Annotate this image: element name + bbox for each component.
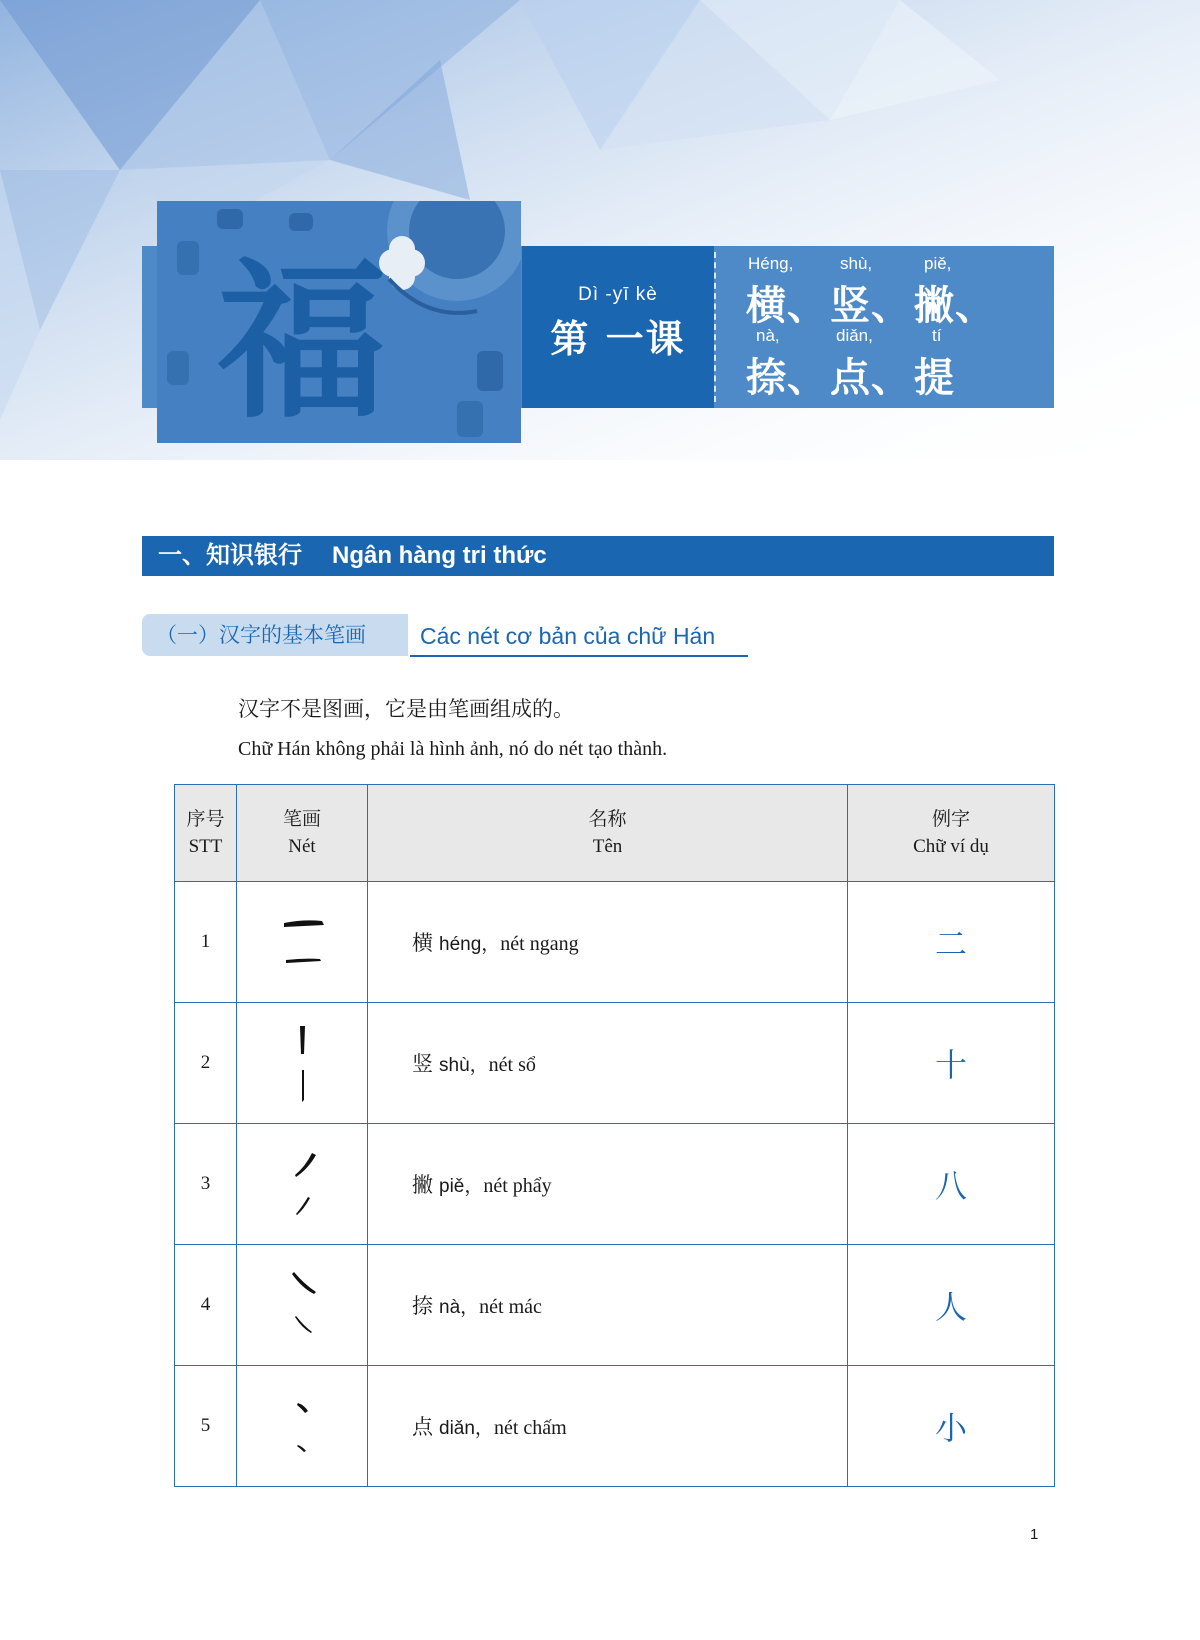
stroke-name-vn: nét phẩy (483, 1175, 552, 1197)
row-number: 2 (175, 1003, 237, 1124)
header-cn: 名称 (588, 808, 627, 830)
header-name (368, 785, 848, 882)
table-row (175, 1124, 1055, 1245)
example-character: 十 (848, 1003, 1055, 1124)
stroke-cell (237, 1245, 368, 1366)
stroke-name-hanzi: 点 (412, 1415, 433, 1439)
stroke-name-pinyin: diǎn， (439, 1418, 494, 1439)
header-vn: Tên (592, 836, 623, 857)
fu-character: 福 (217, 244, 388, 442)
topic-pinyin: shù, (840, 254, 873, 273)
stroke-name-hanzi: 捺 (412, 1294, 433, 1318)
stroke-cell (237, 1124, 368, 1245)
header-stt (175, 785, 237, 882)
stroke-cell (237, 1366, 368, 1487)
header-stroke (237, 785, 368, 882)
section-header (142, 536, 1054, 576)
example-character: 二 (848, 882, 1055, 1003)
strokes-table (174, 784, 1055, 1487)
topic-hanzi: 点、 (830, 355, 912, 401)
header-example (848, 785, 1055, 882)
lesson-number-block (522, 246, 714, 408)
stroke-name-pinyin: piě， (439, 1176, 484, 1197)
topic-pinyin: tí (932, 326, 942, 345)
stroke-name-cell (368, 882, 848, 1003)
header-vn: STT (188, 836, 223, 857)
header-vn: Chữ ví dụ (913, 836, 989, 857)
header-vn: Nét (288, 836, 316, 857)
table-row (175, 1245, 1055, 1366)
stroke-name-pinyin: shù， (439, 1055, 489, 1076)
shu-stroke-icon (238, 1004, 369, 1118)
page-number: 1 (1030, 1526, 1039, 1543)
example-character: 小 (848, 1366, 1055, 1487)
stroke-name-cell (368, 1366, 848, 1487)
intro-text-vn: Chữ Hán không phải là hình ảnh, nó do nét tạo thành. (238, 738, 668, 760)
lesson-number-title: 第 一课 (550, 317, 686, 361)
table-header-row (175, 785, 1055, 882)
topic-pinyin: piě, (924, 254, 952, 273)
table-row (175, 1366, 1055, 1487)
row-number: 3 (175, 1124, 237, 1245)
example-character: 人 (848, 1245, 1055, 1366)
na-stroke-icon (238, 1246, 369, 1360)
topic-hanzi: 撇、 (914, 283, 996, 329)
pie-stroke-icon (238, 1125, 369, 1239)
stroke-name-vn: nét mác (479, 1296, 542, 1318)
stroke-name-vn: nét sổ (488, 1054, 536, 1076)
stroke-name-cell (368, 1245, 848, 1366)
heng-stroke-icon (238, 883, 369, 997)
intro-text-cn: 汉字不是图画，它是由笔画组成的。 (238, 697, 574, 721)
subsection-underline (410, 655, 748, 657)
stroke-name-hanzi: 横 (412, 931, 433, 955)
topic-hanzi: 提 (914, 355, 955, 401)
topic-hanzi: 横、 (746, 283, 828, 329)
dian-stroke-icon (238, 1367, 369, 1481)
row-number: 4 (175, 1245, 237, 1366)
subsection-title-vn: Các nét cơ bản của chữ Hán (420, 623, 716, 649)
stroke-name-pinyin: héng， (439, 934, 501, 955)
section-title-cn: 一、知识银行 (158, 542, 302, 569)
stroke-name-vn: nét ngang (500, 933, 579, 955)
row-number: 1 (175, 882, 237, 1003)
row-number: 5 (175, 1366, 237, 1487)
stroke-name-hanzi: 竖 (412, 1052, 433, 1076)
section-title-vn: Ngân hàng tri thức (332, 542, 547, 569)
header-cn: 序号 (186, 808, 225, 830)
topic-pinyin: Héng, (748, 254, 794, 273)
table-row (175, 882, 1055, 1003)
example-character: 八 (848, 1124, 1055, 1245)
stroke-name-cell (368, 1124, 848, 1245)
subsection-title-cn: （一）汉字的基本笔画 (142, 614, 408, 656)
stroke-cell (237, 882, 368, 1003)
header-cn: 例字 (931, 808, 970, 830)
banner-divider (714, 252, 716, 402)
topic-pinyin: nà, (756, 326, 780, 345)
header-cn: 笔画 (282, 808, 321, 830)
stroke-cell (237, 1003, 368, 1124)
lesson-photo (157, 201, 521, 443)
topic-hanzi: 捺、 (746, 355, 828, 401)
topic-pinyin: diǎn, (836, 326, 873, 345)
stroke-name-pinyin: nà， (439, 1297, 480, 1318)
stroke-name-vn: nét chấm (493, 1417, 567, 1439)
stroke-name-cell (368, 1003, 848, 1124)
stroke-name-hanzi: 撇 (412, 1173, 433, 1197)
table-row (175, 1003, 1055, 1124)
lesson-number-pinyin: Dì -yī kè (578, 284, 658, 305)
topic-hanzi: 竖、 (830, 283, 912, 329)
